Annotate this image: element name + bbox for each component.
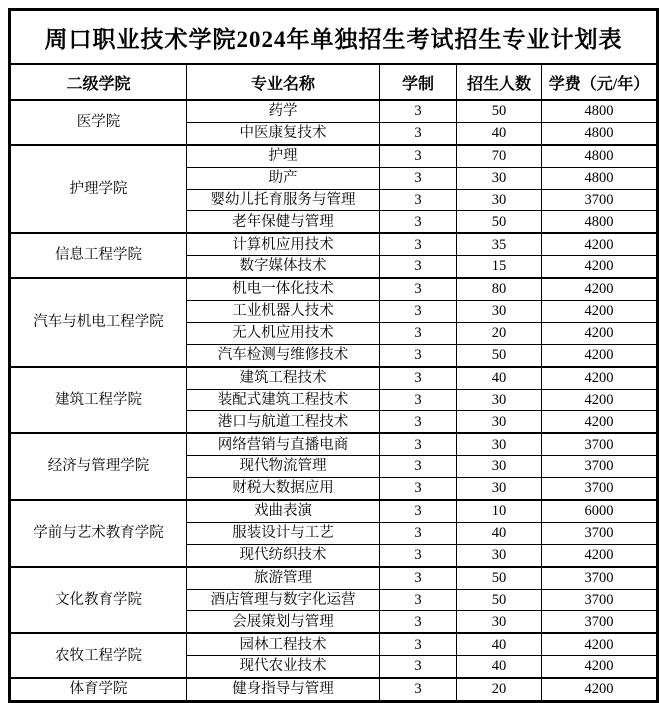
tuition-cell: 4800	[542, 145, 658, 167]
quota-cell: 30	[457, 189, 542, 211]
years-cell: 3	[380, 344, 457, 366]
tuition-cell: 4200	[542, 633, 658, 655]
years-cell: 3	[380, 167, 457, 189]
major-name-cell: 护理	[187, 145, 380, 167]
major-name-cell: 健身指导与管理	[187, 678, 380, 701]
table-row	[10, 145, 658, 167]
major-name-cell: 财税大数据应用	[187, 478, 380, 500]
quota-cell: 40	[457, 367, 542, 389]
years-cell: 3	[380, 411, 457, 433]
quota-cell: 20	[457, 322, 542, 344]
major-name-cell: 装配式建筑工程技术	[187, 389, 380, 411]
tuition-cell: 3700	[542, 567, 658, 589]
quota-cell: 50	[457, 344, 542, 366]
tuition-cell: 4200	[542, 656, 658, 678]
years-cell: 3	[380, 100, 457, 122]
tuition-cell: 4200	[542, 256, 658, 278]
quota-cell: 15	[457, 256, 542, 278]
table-row	[10, 367, 658, 389]
major-name-cell: 网络营销与直播电商	[187, 433, 380, 455]
quota-cell: 30	[457, 544, 542, 566]
major-name-cell: 园林工程技术	[187, 633, 380, 655]
years-cell: 3	[380, 544, 457, 566]
tuition-cell: 4800	[542, 122, 658, 144]
college-cell: 护理学院	[10, 145, 187, 234]
college-cell: 体育学院	[10, 678, 187, 701]
major-name-cell: 计算机应用技术	[187, 233, 380, 255]
tuition-cell: 4200	[542, 344, 658, 366]
years-cell: 3	[380, 433, 457, 455]
quota-cell: 40	[457, 122, 542, 144]
years-cell: 3	[380, 211, 457, 233]
tuition-cell: 3700	[542, 589, 658, 611]
college-cell: 经济与管理学院	[10, 433, 187, 500]
college-cell: 信息工程学院	[10, 233, 187, 278]
major-name-cell: 港口与航道工程技术	[187, 411, 380, 433]
major-name-cell: 无人机应用技术	[187, 322, 380, 344]
tuition-cell: 3700	[542, 433, 658, 455]
quota-cell: 50	[457, 589, 542, 611]
years-cell: 3	[380, 278, 457, 300]
years-cell: 3	[380, 122, 457, 144]
college-cell: 文化教育学院	[10, 567, 187, 634]
tuition-cell: 4800	[542, 167, 658, 189]
quota-cell: 40	[457, 633, 542, 655]
quota-cell: 30	[457, 301, 542, 323]
years-cell: 3	[380, 478, 457, 500]
tuition-cell: 6000	[542, 500, 658, 522]
table-row	[10, 433, 658, 455]
major-name-cell: 婴幼儿托育服务与管理	[187, 189, 380, 211]
tuition-cell: 3700	[542, 189, 658, 211]
major-name-cell: 现代物流管理	[187, 456, 380, 478]
major-name-cell: 药学	[187, 100, 380, 122]
quota-cell: 20	[457, 678, 542, 701]
tuition-cell: 4800	[542, 211, 658, 233]
major-name-cell: 建筑工程技术	[187, 367, 380, 389]
major-name-cell: 助产	[187, 167, 380, 189]
column-header-college: 二级学院	[10, 64, 187, 100]
years-cell: 3	[380, 322, 457, 344]
years-cell: 3	[380, 567, 457, 589]
tuition-cell: 3700	[542, 522, 658, 544]
major-name-cell: 工业机器人技术	[187, 301, 380, 323]
quota-cell: 50	[457, 211, 542, 233]
major-name-cell: 服装设计与工艺	[187, 522, 380, 544]
years-cell: 3	[380, 189, 457, 211]
quota-cell: 70	[457, 145, 542, 167]
major-name-cell: 中医康复技术	[187, 122, 380, 144]
major-name-cell: 现代农业技术	[187, 656, 380, 678]
quota-cell: 10	[457, 500, 542, 522]
tuition-cell: 3700	[542, 456, 658, 478]
quota-cell: 35	[457, 233, 542, 255]
header-row	[10, 64, 658, 100]
quota-cell: 30	[457, 433, 542, 455]
column-header-major: 专业名称	[187, 64, 380, 100]
tuition-cell: 4200	[542, 322, 658, 344]
years-cell: 3	[380, 456, 457, 478]
years-cell: 3	[380, 589, 457, 611]
quota-cell: 80	[457, 278, 542, 300]
years-cell: 3	[380, 256, 457, 278]
college-cell: 农牧工程学院	[10, 633, 187, 678]
table-row	[10, 500, 658, 522]
major-name-cell: 老年保健与管理	[187, 211, 380, 233]
enrollment-plan-table	[8, 8, 659, 703]
major-name-cell: 数字媒体技术	[187, 256, 380, 278]
major-name-cell: 机电一体化技术	[187, 278, 380, 300]
major-name-cell: 酒店管理与数字化运营	[187, 589, 380, 611]
college-cell: 医学院	[10, 100, 187, 145]
quota-cell: 30	[457, 411, 542, 433]
column-header-quota: 招生人数	[457, 64, 542, 100]
tuition-cell: 4200	[542, 544, 658, 566]
quota-cell: 50	[457, 567, 542, 589]
quota-cell: 30	[457, 456, 542, 478]
table-row	[10, 278, 658, 300]
column-header-tuition: 学费（元/年）	[542, 64, 658, 100]
tuition-cell: 4200	[542, 233, 658, 255]
years-cell: 3	[380, 367, 457, 389]
major-name-cell: 戏曲表演	[187, 500, 380, 522]
college-cell: 汽车与机电工程学院	[10, 278, 187, 367]
table-row	[10, 233, 658, 255]
quota-cell: 40	[457, 656, 542, 678]
years-cell: 3	[380, 678, 457, 701]
tuition-cell: 4200	[542, 301, 658, 323]
quota-cell: 30	[457, 611, 542, 633]
quota-cell: 30	[457, 389, 542, 411]
years-cell: 3	[380, 656, 457, 678]
major-name-cell: 现代纺织技术	[187, 544, 380, 566]
table-row	[10, 633, 658, 655]
tuition-cell: 4800	[542, 100, 658, 122]
table-row	[10, 678, 658, 701]
years-cell: 3	[380, 500, 457, 522]
tuition-cell: 4200	[542, 389, 658, 411]
major-name-cell: 旅游管理	[187, 567, 380, 589]
title-row	[10, 10, 658, 65]
years-cell: 3	[380, 522, 457, 544]
quota-cell: 30	[457, 167, 542, 189]
tuition-cell: 4200	[542, 678, 658, 701]
column-header-years: 学制	[380, 64, 457, 100]
years-cell: 3	[380, 145, 457, 167]
table-row	[10, 100, 658, 122]
years-cell: 3	[380, 389, 457, 411]
table-row	[10, 567, 658, 589]
tuition-cell: 3700	[542, 478, 658, 500]
years-cell: 3	[380, 633, 457, 655]
college-cell: 学前与艺术教育学院	[10, 500, 187, 567]
tuition-cell: 4200	[542, 411, 658, 433]
major-name-cell: 汽车检测与维修技术	[187, 344, 380, 366]
years-cell: 3	[380, 301, 457, 323]
tuition-cell: 4200	[542, 278, 658, 300]
tuition-cell: 4200	[542, 367, 658, 389]
quota-cell: 40	[457, 522, 542, 544]
years-cell: 3	[380, 233, 457, 255]
quota-cell: 50	[457, 100, 542, 122]
page-title: 周口职业技术学院2024年单独招生考试招生专业计划表	[10, 10, 658, 65]
college-cell: 建筑工程学院	[10, 367, 187, 434]
years-cell: 3	[380, 611, 457, 633]
tuition-cell: 3700	[542, 611, 658, 633]
plan-table-body	[10, 100, 658, 702]
major-name-cell: 会展策划与管理	[187, 611, 380, 633]
quota-cell: 30	[457, 478, 542, 500]
